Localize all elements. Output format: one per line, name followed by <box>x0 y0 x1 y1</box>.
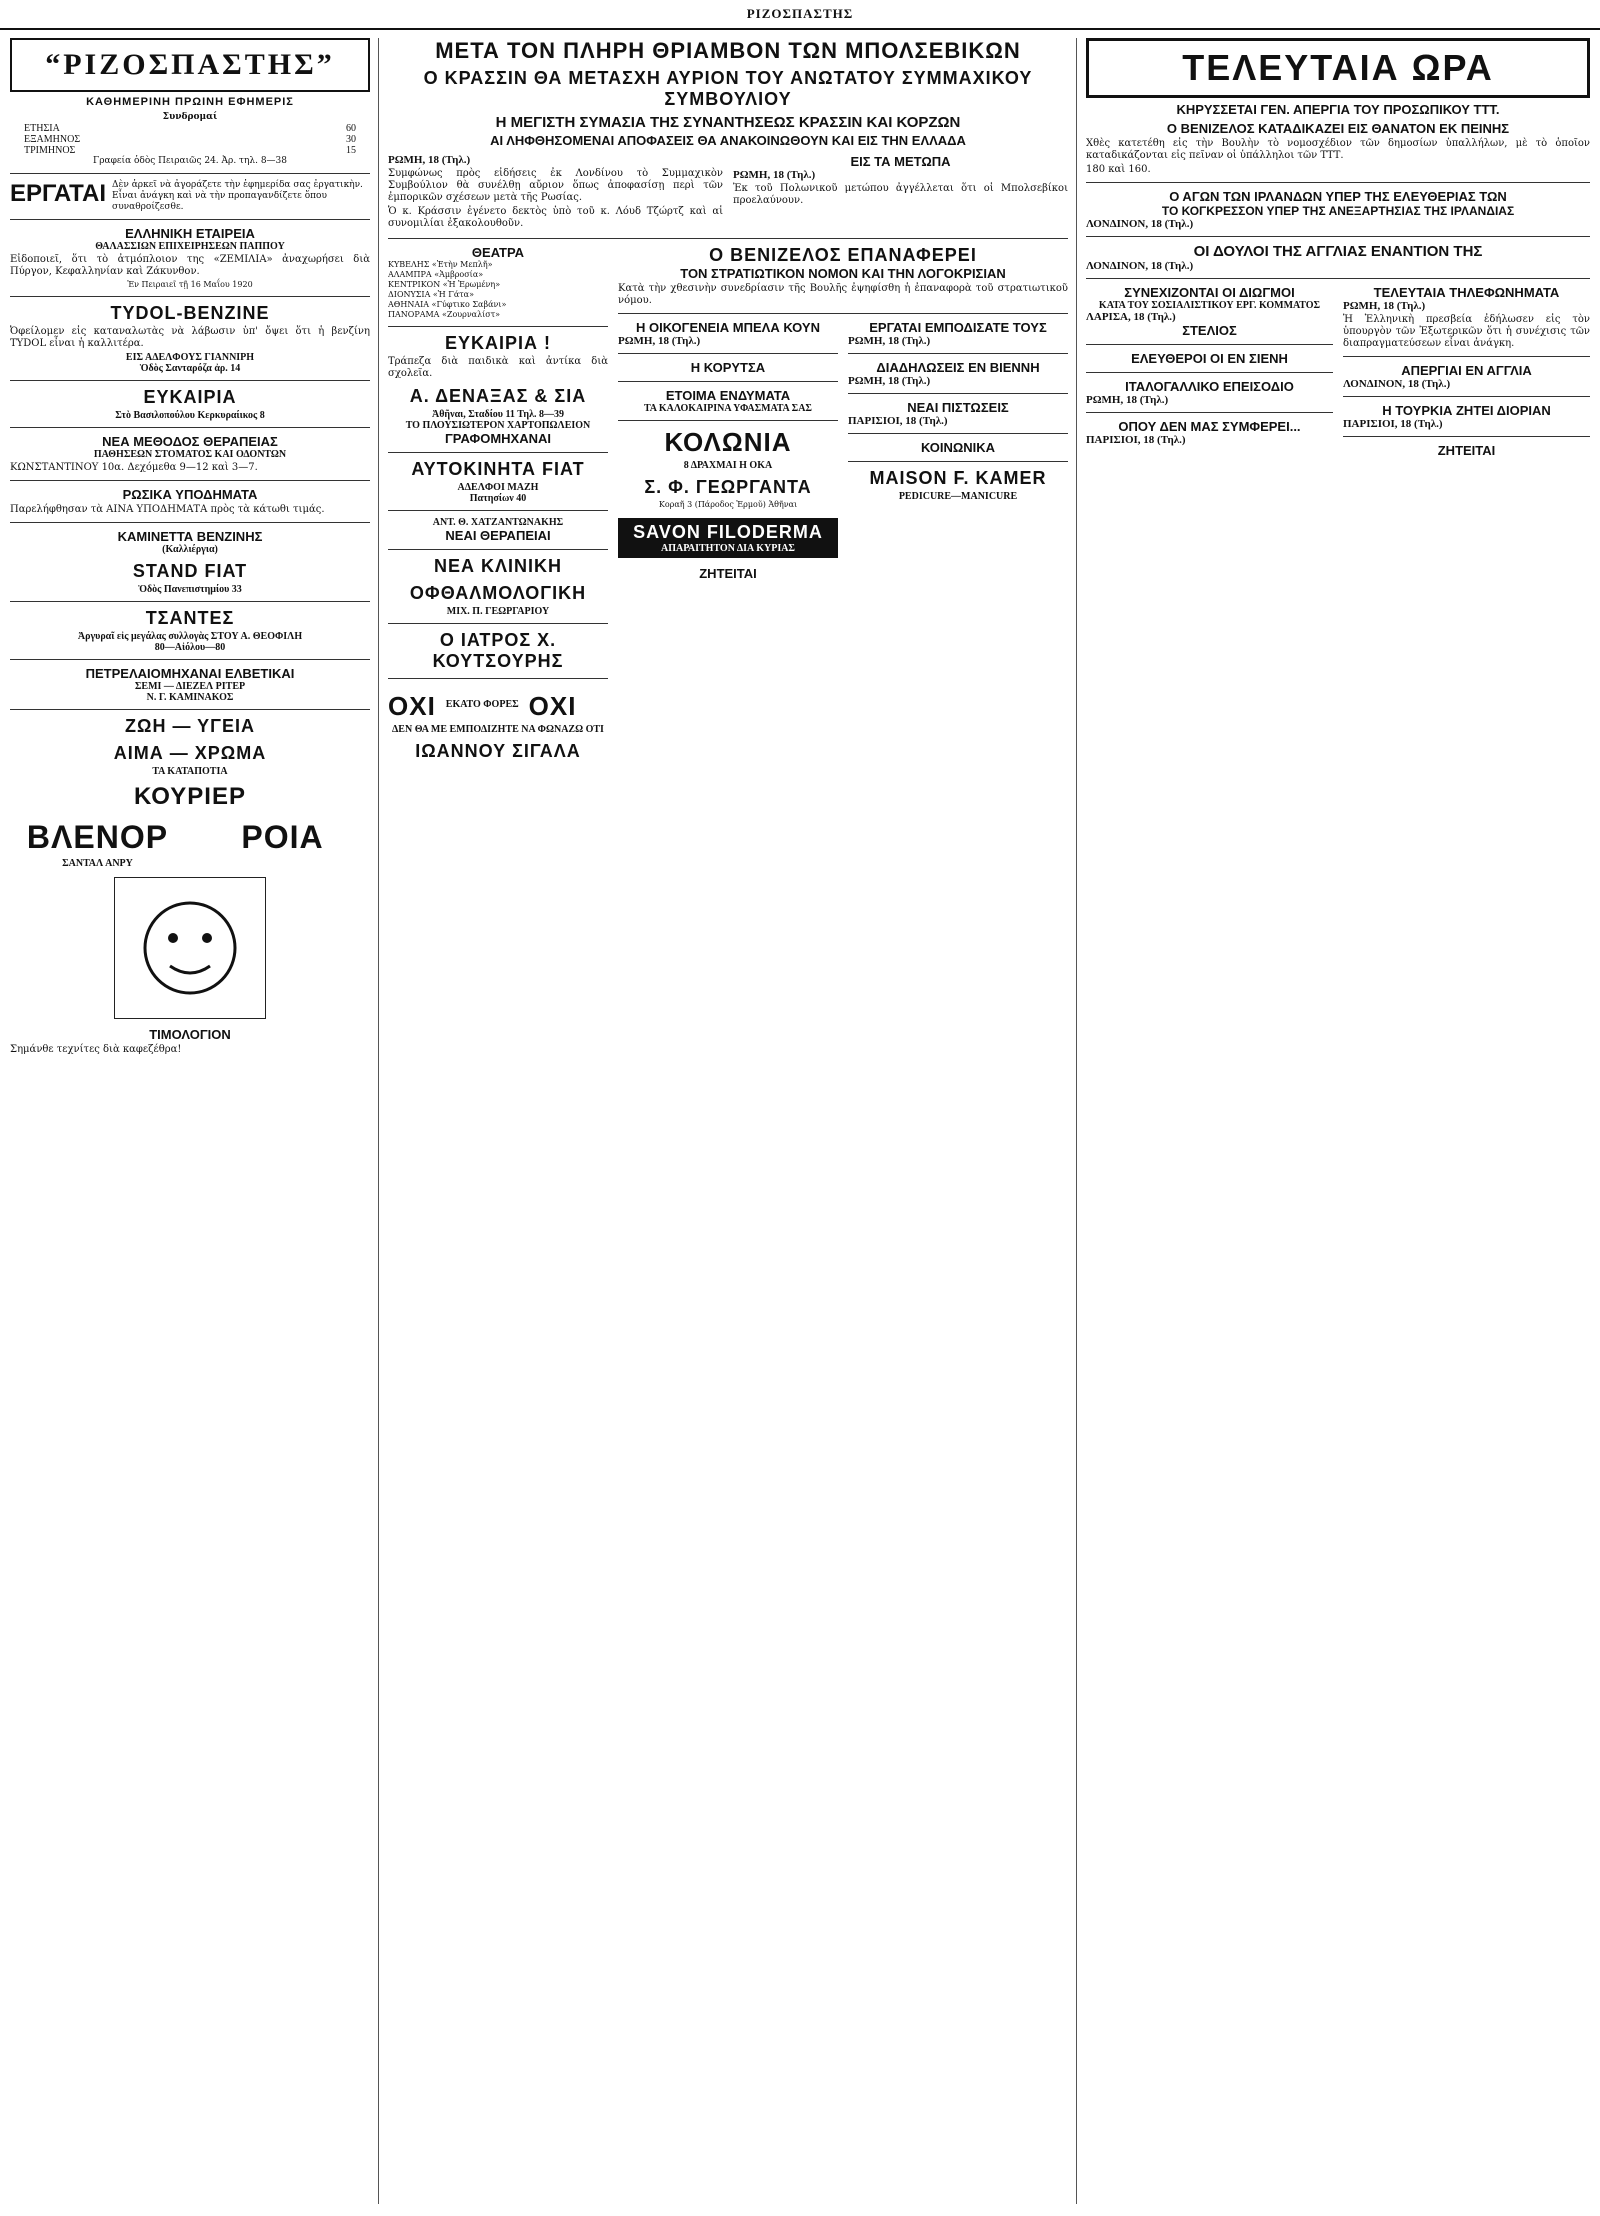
steliou: ΣΤΕΛΙΟΣ <box>1182 323 1237 338</box>
subscription-row <box>24 145 356 156</box>
sub-value: 60 <box>346 123 356 134</box>
venizelos-text: Κατὰ τὴν χθεσινὴν συνεδρίασιν τῆς Βουλῆς ἐψηφίσθη ἡ ἐπαναφορὰ τοῦ στρατιωτικοῦ νόμου. <box>618 283 1068 306</box>
blenor-row <box>10 813 370 869</box>
venizelos-sub: ΤΟΝ ΣΤΡΑΤΙΩΤΙΚΟΝ ΝΟΜΟΝ ΚΑΙ ΤΗΝ ΛΟΓΟΚΡΙΣΙΑΝ <box>680 266 1006 281</box>
sub-value: 30 <box>346 134 356 145</box>
main-headline-1: ΜΕΤΑ ΤΟΝ ΠΛΗΡΗ ΘΡΙΑΜΒΟΝ ΤΩΝ ΜΠΟΛΣΕΒΙΚΩΝ <box>435 38 1021 63</box>
roia-cell <box>195 813 370 869</box>
right-sub2: Ο ΒΕΝΙΖΕΛΟΣ ΚΑΤΑΔΙΚΑΖΕΙ ΕΙΣ ΘΑΝΑΤΟΝ ΕΚ ΠΕΙΝΗΣ <box>1166 121 1510 136</box>
right-text: 180 καὶ 160. <box>1086 164 1151 175</box>
koutsouris-title: Ο ΙΑΤΡΟΣ Χ. ΚΟΥΤΣΟΥΡΗΣ <box>432 630 564 671</box>
oikogeneia-title: Η ΟΙΚΟΓΕΝΕΙΑ ΜΠΕΛΑ ΚΟΥΝ <box>636 320 820 335</box>
irl-title: Ο ΑΓΩΝ ΤΩΝ ΙΡΛΑΝΔΩΝ ΥΠΕΡ ΤΗΣ ΕΛΕΥΘΕΡΙΑΣ ΤΩΝ <box>1169 189 1507 204</box>
dateline: ΛΑΡΙΣΑ, 18 (Τηλ.) <box>1086 311 1176 323</box>
divider <box>1076 38 1077 2204</box>
dateline: ΡΩΜΗ, 18 (Τηλ.) <box>848 375 931 387</box>
subscriptions-list <box>10 123 370 156</box>
main-column <box>388 38 1068 2204</box>
main-article-columns <box>388 154 1068 232</box>
klinikh-title: ΝΕΑ ΚΛΙΝΙΚΗ <box>433 556 562 576</box>
mid-subcolumns <box>618 320 1068 581</box>
kolonia-address: Κοραῆ 3 (Πάροδος Ἑρμοῦ) Ἀθῆναι <box>658 500 798 509</box>
offices-line: Γραφεία ὁδὸς Πειραιῶς 24. Ἀρ. τηλ. 8—38 <box>92 156 288 166</box>
tydol-title: TYDOL-BENZINE <box>110 303 270 323</box>
douloi-title: ΟΙ ΔΟΥΛΟΙ ΤΗΣ ΑΓΓΛΙΑΣ ΕΝΑΝΤΙΟΝ ΤΗΣ <box>1193 243 1483 260</box>
theatra-item: ΑΘΗΝΑΙΑ «Γύφτικο Σαβάνι» <box>388 300 507 309</box>
eukairia2-title: ΕΥΚΑΙΡΙΑ ! <box>444 333 551 353</box>
main-article-col-1 <box>388 154 723 232</box>
savon-box <box>618 518 838 558</box>
ergatai-box <box>10 180 370 213</box>
zoi-title: ΖΩΗ — ΥΓΕΙΑ <box>125 716 255 736</box>
tsantes-title: ΤΣΑΝΤΕΣ <box>145 608 235 628</box>
right-text: Χθὲς κατετέθη εἰς τὴν Βουλὴν τὸ νομοσχέδιον τῶν δημοσίων ὑπαλλήλων, μὲ τὸ ὁποῖον καταδικάζονται εἰς πεῖναν οἱ ὑπάλληλοι τῶν ΤΤΤ. <box>1086 138 1590 161</box>
dateline: ΡΩΜΗ, 18 (Τηλ.) <box>1086 394 1169 406</box>
dateline: ΛΟΝΔΙΝΟΝ, 18 (Τηλ.) <box>1343 378 1451 390</box>
oxi-mid: ΕΚΑΤΟ ΦΟΡΕΣ <box>445 699 519 710</box>
oxi-row <box>388 685 608 724</box>
stand-fiat-address: Ὁδὸς Πανεπιστημίου 33 <box>138 584 242 595</box>
fiat-agent: ΑΔΕΛΦΟΙ ΜΑΖΗ <box>457 482 539 493</box>
kaminetta-sub: (Καλλιέργια) <box>162 544 218 555</box>
eleftheroi-title: ΕΛΕΥΘΕΡΟΙ ΟΙ ΕΝ ΣΙΕΝΗ <box>1131 351 1288 366</box>
savon-sub: ΑΠΑΡΑΙΤΗΤΟΝ ΔΙΑ ΚΥΡΙΑΣ <box>661 543 795 554</box>
apergiai-title: ΑΠΕΡΓΙΑΙ ΕΝ ΑΓΓΛΙΑ <box>1401 363 1532 378</box>
masthead-sub: ΚΑΘΗΜΕΡΙΝΗ ΠΡΩΙΝΗ ΕΦΗΜΕΡΙΣ <box>86 96 294 108</box>
adenaeas-sub: ΤΟ ΠΛΟΥΣΙΩΤΕΡΟΝ ΧΑΡΤΟΠΩΛΕΙΟΝ <box>405 420 591 431</box>
theatra-item: ΚΕΝΤΡΙΚΟΝ «Ἡ Ἐρωμένη» <box>388 280 501 289</box>
oxi-sub: ΔΕΝ ΘΑ ΜΕ ΕΜΠΟΔΙΖΗΤΕ ΝΑ ΦΩΝΑΖΩ ΟΤΙ <box>392 724 604 735</box>
theatra-title: ΘΕΑΤΡΑ <box>471 245 525 260</box>
petr-sub: ΣΕΜΙ — ΔΙΕΖΕΛ ΡΙΤΕΡ <box>134 681 246 692</box>
theatra-item: ΑΛΑΜΠΡΑ «Ἀμβροσία» <box>388 270 484 279</box>
sub-value: 15 <box>346 145 356 156</box>
koyrier-pre: ΤΑ ΚΑΤΑΠΟΤΙΑ <box>152 766 228 777</box>
savon-title: SAVON FILODERMA <box>633 522 823 542</box>
kamer-sub: PEDICURE—MANICURE <box>898 491 1018 502</box>
therapeia-title: ΝΕΑ ΜΕΘΟΔΟΣ ΘΕΡΑΠΕΙΑΣ <box>102 434 278 449</box>
right-lower-col-1 <box>1086 285 1333 458</box>
synexizontai-title: ΣΥΝΕΧΙΖΟΝΤΑΙ ΟΙ ΔΙΩΓΜΟΙ <box>1124 285 1295 300</box>
left-column <box>10 38 370 2204</box>
ergatai-col <box>848 320 1068 581</box>
eukairia-text: Στὸ Βασιλοπούλου Κερκυραίικος 8 <box>115 410 265 421</box>
tydol-agent: ΕΙΣ ΑΔΕΛΦΟΥΣ ΓΙΑΝΝΙΡΗ <box>125 352 255 363</box>
dateline: ΠΑΡΙΣΙΟΙ, 18 (Τηλ.) <box>848 415 948 427</box>
top-running-head <box>0 0 1600 30</box>
running-head-text: ΡΙΖΟΣΠΑΣΤΗΣ <box>746 6 854 21</box>
klinikh-doc: ΜΙΧ. Π. ΓΕΩΡΓΑΡΙΟΥ <box>446 606 550 617</box>
tydol-text: Ὀφείλομεν εἰς καταναλωτὰς νὰ λάβωσιν ὑπ' ὄψει ὅτι ἡ βενζίνη TYDOL εἶναι ἡ καλλιτέρα. <box>10 326 370 349</box>
fiat-address: Πατησίων 40 <box>469 493 527 504</box>
sub-label: ΤΡΙΜΗΝΟΣ <box>24 145 76 156</box>
dateline: ΡΩΜΗ, 18 (Τηλ.) <box>733 169 816 181</box>
banner: ΤΕΛΕΥΤΑΙΑ ΩΡΑ <box>1086 38 1590 98</box>
main-headline-2: Ο ΚΡΑΣΣΙΝ ΘΑ ΜΕΤΑΣΧΗ ΑΥΡΙΟΝ ΤΟΥ ΑΝΩΤΑΤΟΥ ΣΥΜΜΑΧΙΚΟΥ ΣΥΜΒΟΥΛΙΟΥ <box>423 68 1033 109</box>
ergatai-text: Δὲν ἀρκεῖ νὰ ἀγοράζετε τὴν ἐφημερίδα σας ἐργατικὴν. Εἶναι ἀνάγκη καὶ νὰ τὴν προπαγανδίζετε ὅπου συναθροίζεσθε. <box>112 180 363 212</box>
zitetai-main: ΖΗΤΕΙΤΑΙ <box>699 566 757 581</box>
kolonia-agent: Σ. Φ. ΓΕΩΡΓΑΝΤΑ <box>644 477 812 497</box>
zoi-sub: ΑΙΜΑ — ΧΡΩΜΑ <box>113 743 267 763</box>
etoima-title: ΕΤΟΙΜΑ ΕΝΔΥΜΑΤΑ <box>665 388 791 403</box>
lower-main <box>388 245 1068 764</box>
blenor-cell <box>10 813 185 869</box>
theatra-item: ΚΥΒΕΛΗΣ «Ἑτὴν Μεπλῆ» <box>388 260 493 269</box>
petr-title: ΠΕΤΡΕΛΑΙΟΜΗΧΑΝΑΙ ΕΛΒΕΤΙΚΑΙ <box>85 666 295 681</box>
hatz-title: ΑΝΤ. Θ. ΧΑΤΖΑΝΤΩΝΑΚΗΣ <box>432 517 564 528</box>
blenor-sub: ΣΑΝΤΑΛ ΑΝΡΥ <box>62 858 133 869</box>
therapeia-text: ΚΩΝΣΤΑΝΤΙΝΟΥ 10α. Δεχόμεθα 9—12 καὶ 3—7. <box>10 462 258 473</box>
etaireia-title: ΕΛΛΗΝΙΚΗ ΕΤΑΙΡΕΙΑ <box>125 226 255 241</box>
oxi-title-left: ΟΧΙ <box>388 691 436 721</box>
koinonika: ΚΟΙΝΩΝΙΚΑ <box>920 440 996 455</box>
italog-title: ΙΤΑΛΟΓΑΛΛΙΚΟ ΕΠΕΙΣΟΔΙΟ <box>1125 379 1294 394</box>
kolonia-title: ΚΟΛΩΝΙΑ <box>664 427 792 457</box>
etaireia-date: Ἐν Πειραιεῖ τῇ 16 Μαΐου 1920 <box>127 280 253 289</box>
grafomichanai: ΓΡΑΦΟΜΗΧΑΝΑΙ <box>444 431 551 446</box>
kolonia-sub: 8 ΔΡΑΧΜΑΙ Η ΟΚΑ <box>683 460 773 471</box>
kamer-title: MAISON F. KAMER <box>869 468 1047 488</box>
face-illustration-icon <box>125 888 255 1008</box>
therapeiai-title: ΝΕΑΙ ΘΕΡΑΠΕΙΑΙ <box>445 528 551 543</box>
article-text: Συμφώνως πρὸς εἰδήσεις ἐκ Λονδίνου τὸ Συμμαχικὸν Συμβούλιον θὰ συνέλθῃ αὔριον ὅπως ἀποφασίσῃ περὶ τῶν ἐμπορικῶν σχέσεων μετὰ τῆς Ρωσίας. <box>388 168 723 203</box>
ergatai-title: ΕΡΓΑΤΑΙ <box>10 180 107 207</box>
dateline: ΡΩΜΗ, 18 (Τηλ.) <box>618 335 701 347</box>
tourkia-title: Η ΤΟΥΡΚΙΑ ΖΗΤΕΙ ΔΙΟΡΙΑΝ <box>1382 403 1551 418</box>
sub-label: ΕΤΗΣΙΑ <box>24 123 60 134</box>
dateline: ΡΩΜΗ, 18 (Τηλ.) <box>388 154 471 166</box>
rosika-text: Παρελήφθησαν τὰ ΑΙΝΑ ΥΠΟΔΗΜΑΤΑ πρὸς τὰ κάτωθι τιμάς. <box>10 504 325 515</box>
zitetai-right: ΖΗΤΕΙΤΑΙ <box>1437 443 1496 458</box>
rosika-title: ΡΩΣΙΚΑ ΥΠΟΔΗΜΑΤΑ <box>122 487 258 502</box>
main-headline-4: ΑΙ ΛΗΦΘΗΣΟΜΕΝΑΙ ΑΠΟΦΑΣΕΙΣ ΘΑ ΑΝΑΚΟΙΝΩΘΟΥΝ ΚΑΙ ΕΙΣ ΤΗΝ ΕΛΛΑΔΑ <box>490 133 966 148</box>
dateline: ΛΟΝΔΙΝΟΝ, 18 (Τηλ.) <box>1086 260 1194 272</box>
venizelos-area <box>618 245 1068 764</box>
therapeia-sub: ΠΑΘΗΣΕΩΝ ΣΤΟΜΑΤΟΣ ΚΑΙ ΟΔΟΝΤΩΝ <box>93 449 287 460</box>
eukairia-title: ΕΥΚΑΙΡΙΑ <box>143 387 237 407</box>
dateline: ΛΟΝΔΙΝΟΝ, 18 (Τηλ.) <box>1086 218 1194 230</box>
masthead: “ΡΙΖΟΣΠΑΣΤΗΣ” <box>10 38 370 92</box>
theatra-item: ΔΙΟΝΥΣΙΑ «Ἡ Γάτα» <box>388 290 474 299</box>
right-lower <box>1086 285 1590 458</box>
dateline: ΡΩΜΗ, 18 (Τηλ.) <box>848 335 931 347</box>
oikogeneia-col <box>618 320 838 581</box>
teleftaia-tilefon: ΤΕΛΕΥΤΑΙΑ ΤΗΛΕΦΩΝΗΜΑΤΑ <box>1373 285 1560 300</box>
main-headline-3: Η ΜΕΓΙΣΤΗ ΣΥΜΑΣΙΑ ΤΗΣ ΣΥΝΑΝΤΗΣΕΩΣ ΚΡΑΣΣΙΝ ΚΑΙ ΚΟΡΖΩΝ <box>495 114 961 131</box>
tsantes-text: Ἀργυραῖ εἰς μεγάλας συλλογὰς ΣΤΟΥ Α. ΘΕΟΦΙΛΗ <box>77 631 303 642</box>
opou-title: ΟΠΟΥ ΔΕΝ ΜΑΣ ΣΥΜΦΕΡΕΙ... <box>1118 419 1301 434</box>
venizelos-title: Ο ΒΕΝΙΖΕΛΟΣ ΕΠΑΝΑΦΕΡΕΙ <box>709 245 977 265</box>
dateline: ΠΑΡΙΣΙΟΙ, 18 (Τηλ.) <box>1343 418 1443 430</box>
etaireia-sub: ΘΑΛΑΣΣΙΩΝ ΕΠΙΧΕΙΡΗΣΕΩΝ ΠΑΠΠΟΥ <box>95 241 285 252</box>
right-column <box>1086 38 1590 2204</box>
article-text: Ἐκ τοῦ Πολωνικοῦ μετώπου ἀγγέλλεται ὅτι οἱ Μπολσεβίκοι προελαύνουν. <box>733 183 1068 206</box>
koryfa-title: Η ΚΟΡΥΤΣΑ <box>690 360 766 375</box>
subscription-row <box>24 134 356 145</box>
dateline: ΡΩΜΗ, 18 (Τηλ.) <box>1343 300 1426 312</box>
subscriptions-title: Συνδρομαί <box>162 112 218 122</box>
stand-fiat-title: STAND FIAT <box>132 561 248 581</box>
ads-column <box>388 245 608 764</box>
theatra-item: ΠΑΝΟΡΑΜΑ «Ζουρναλίστ» <box>388 310 501 319</box>
klinikh-sub: ΟΦΘΑΛΜΟΛΟΓΙΚΗ <box>409 583 587 603</box>
subscription-row <box>24 123 356 134</box>
roia-title: ΡΟΙΑ <box>241 819 324 855</box>
tel-text: Ἡ Ἑλληνικὴ πρεσβεία ἐδήλωσεν εἰς τὸν ὑπουργὸν τῶν Ἐξωτερικῶν ὅτι ἡ συνέχισις τῶν διαπραγματεύσεων εἶναι ἀνάγκη. <box>1343 314 1590 349</box>
tsantes-address: 80—Αἰόλου—80 <box>154 642 226 653</box>
sigala-title: ΙΩΑΝΝΟΥ ΣΙΓΑΛΑ <box>415 741 581 761</box>
adenaeas-text: Ἀθῆναι, Σταδίου 11 Τηλ. 8—39 <box>431 409 564 420</box>
fiat-title: ΑΥΤΟΚΙΝΗΤΑ FIAT <box>411 459 585 479</box>
ergatai2-title: ΕΡΓΑΤΑΙ ΕΜΠΟΔΙΣΑΤΕ ΤΟΥΣ <box>869 320 1047 335</box>
sub-label: ΕΞΑΜΗΝΟΣ <box>24 134 81 145</box>
adenaeas-title: Α. ΔΕΝΑΞΑΣ & ΣΙΑ <box>409 386 587 406</box>
eukairia2-text: Τράπεζα διὰ παιδικὰ καὶ ἀντίκα διὰ σχολεῖα. <box>388 356 608 379</box>
cartoon-image <box>114 877 266 1019</box>
blenor-title: ΒΛΕΝΟΡ <box>26 819 169 855</box>
diadiloseis-title: ΔΙΑΔΗΛΩΣΕΙΣ ΕΝ ΒΙΕΝΝΗ <box>876 360 1040 375</box>
tydol-address: Ὁδὸς Σανταρόζα ἀρ. 14 <box>139 363 241 374</box>
synexizontai-sub: ΚΑΤΑ ΤΟΥ ΣΟΣΙΑΛΙΣΤΙΚΟΥ ΕΡΓ. ΚΟΜΜΑΤΟΣ <box>1098 300 1321 311</box>
petr-agent: Ν. Γ. ΚΑΜΙΝΑΚΟΣ <box>146 692 234 703</box>
koyrier-title: ΚΟΥΡΙΕΡ <box>134 783 246 810</box>
dateline: ΠΑΡΙΣΙΟΙ, 18 (Τηλ.) <box>1086 434 1186 446</box>
article-text: Ὁ κ. Κράσσιν ἐγένετο δεκτὸς ὑπὸ τοῦ κ. Λόυδ Τζώρτζ καὶ αἱ συνομιλίαι ἐξακολουθοῦν. <box>388 206 723 229</box>
etaireia-text: Εἰδοποιεῖ, ὅτι τὸ ἀτμόπλοιον της «ΖΕΜΙΛΙΑ» ἀναχωρήσει διὰ Πύργον, Κεφαλληνίαν καὶ Ζάκυνθον. <box>10 254 370 277</box>
divider <box>378 38 379 2204</box>
timologion-title: ΤΙΜΟΛΟΓΙΟΝ <box>149 1027 231 1042</box>
metopa-title: ΕΙΣ ΤΑ ΜΕΤΩΠΑ <box>850 154 951 169</box>
kalokairina: ΤΑ ΚΑΛΟΚΑΙΡΙΝΑ ΥΦΑΣΜΑΤΑ ΣΑΣ <box>644 403 812 414</box>
main-article-col-2 <box>733 154 1068 232</box>
timologion-text: Σημάνθε τεχνίτες διὰ καφεζέθρα! <box>10 1044 182 1055</box>
right-sub1: ΚΗΡΥΣΣΕΤΑΙ ΓΕΝ. ΑΠΕΡΓΙΑ ΤΟΥ ΠΡΟΣΩΠΙΚΟΥ ΤΤΤ. <box>1176 102 1500 117</box>
right-lower-col-2 <box>1343 285 1590 458</box>
irl-sub: ΤΟ ΚΟΓΚΡΕΣΣΟΝ ΥΠΕΡ ΤΗΣ ΑΝΕΞΑΡΤΗΣΙΑΣ ΤΗΣ ΙΡΛΑΝΔΙΑΣ <box>1161 204 1515 218</box>
oxi-title-right: ΟΧΙ <box>528 691 577 721</box>
kaminetta-title: ΚΑΜΙΝΕΤΤΑ ΒΕΝΖΙΝΗΣ <box>117 529 263 544</box>
nea-pistoseis: ΝΕΑΙ ΠΙΣΤΩΣΕΙΣ <box>907 400 1009 415</box>
